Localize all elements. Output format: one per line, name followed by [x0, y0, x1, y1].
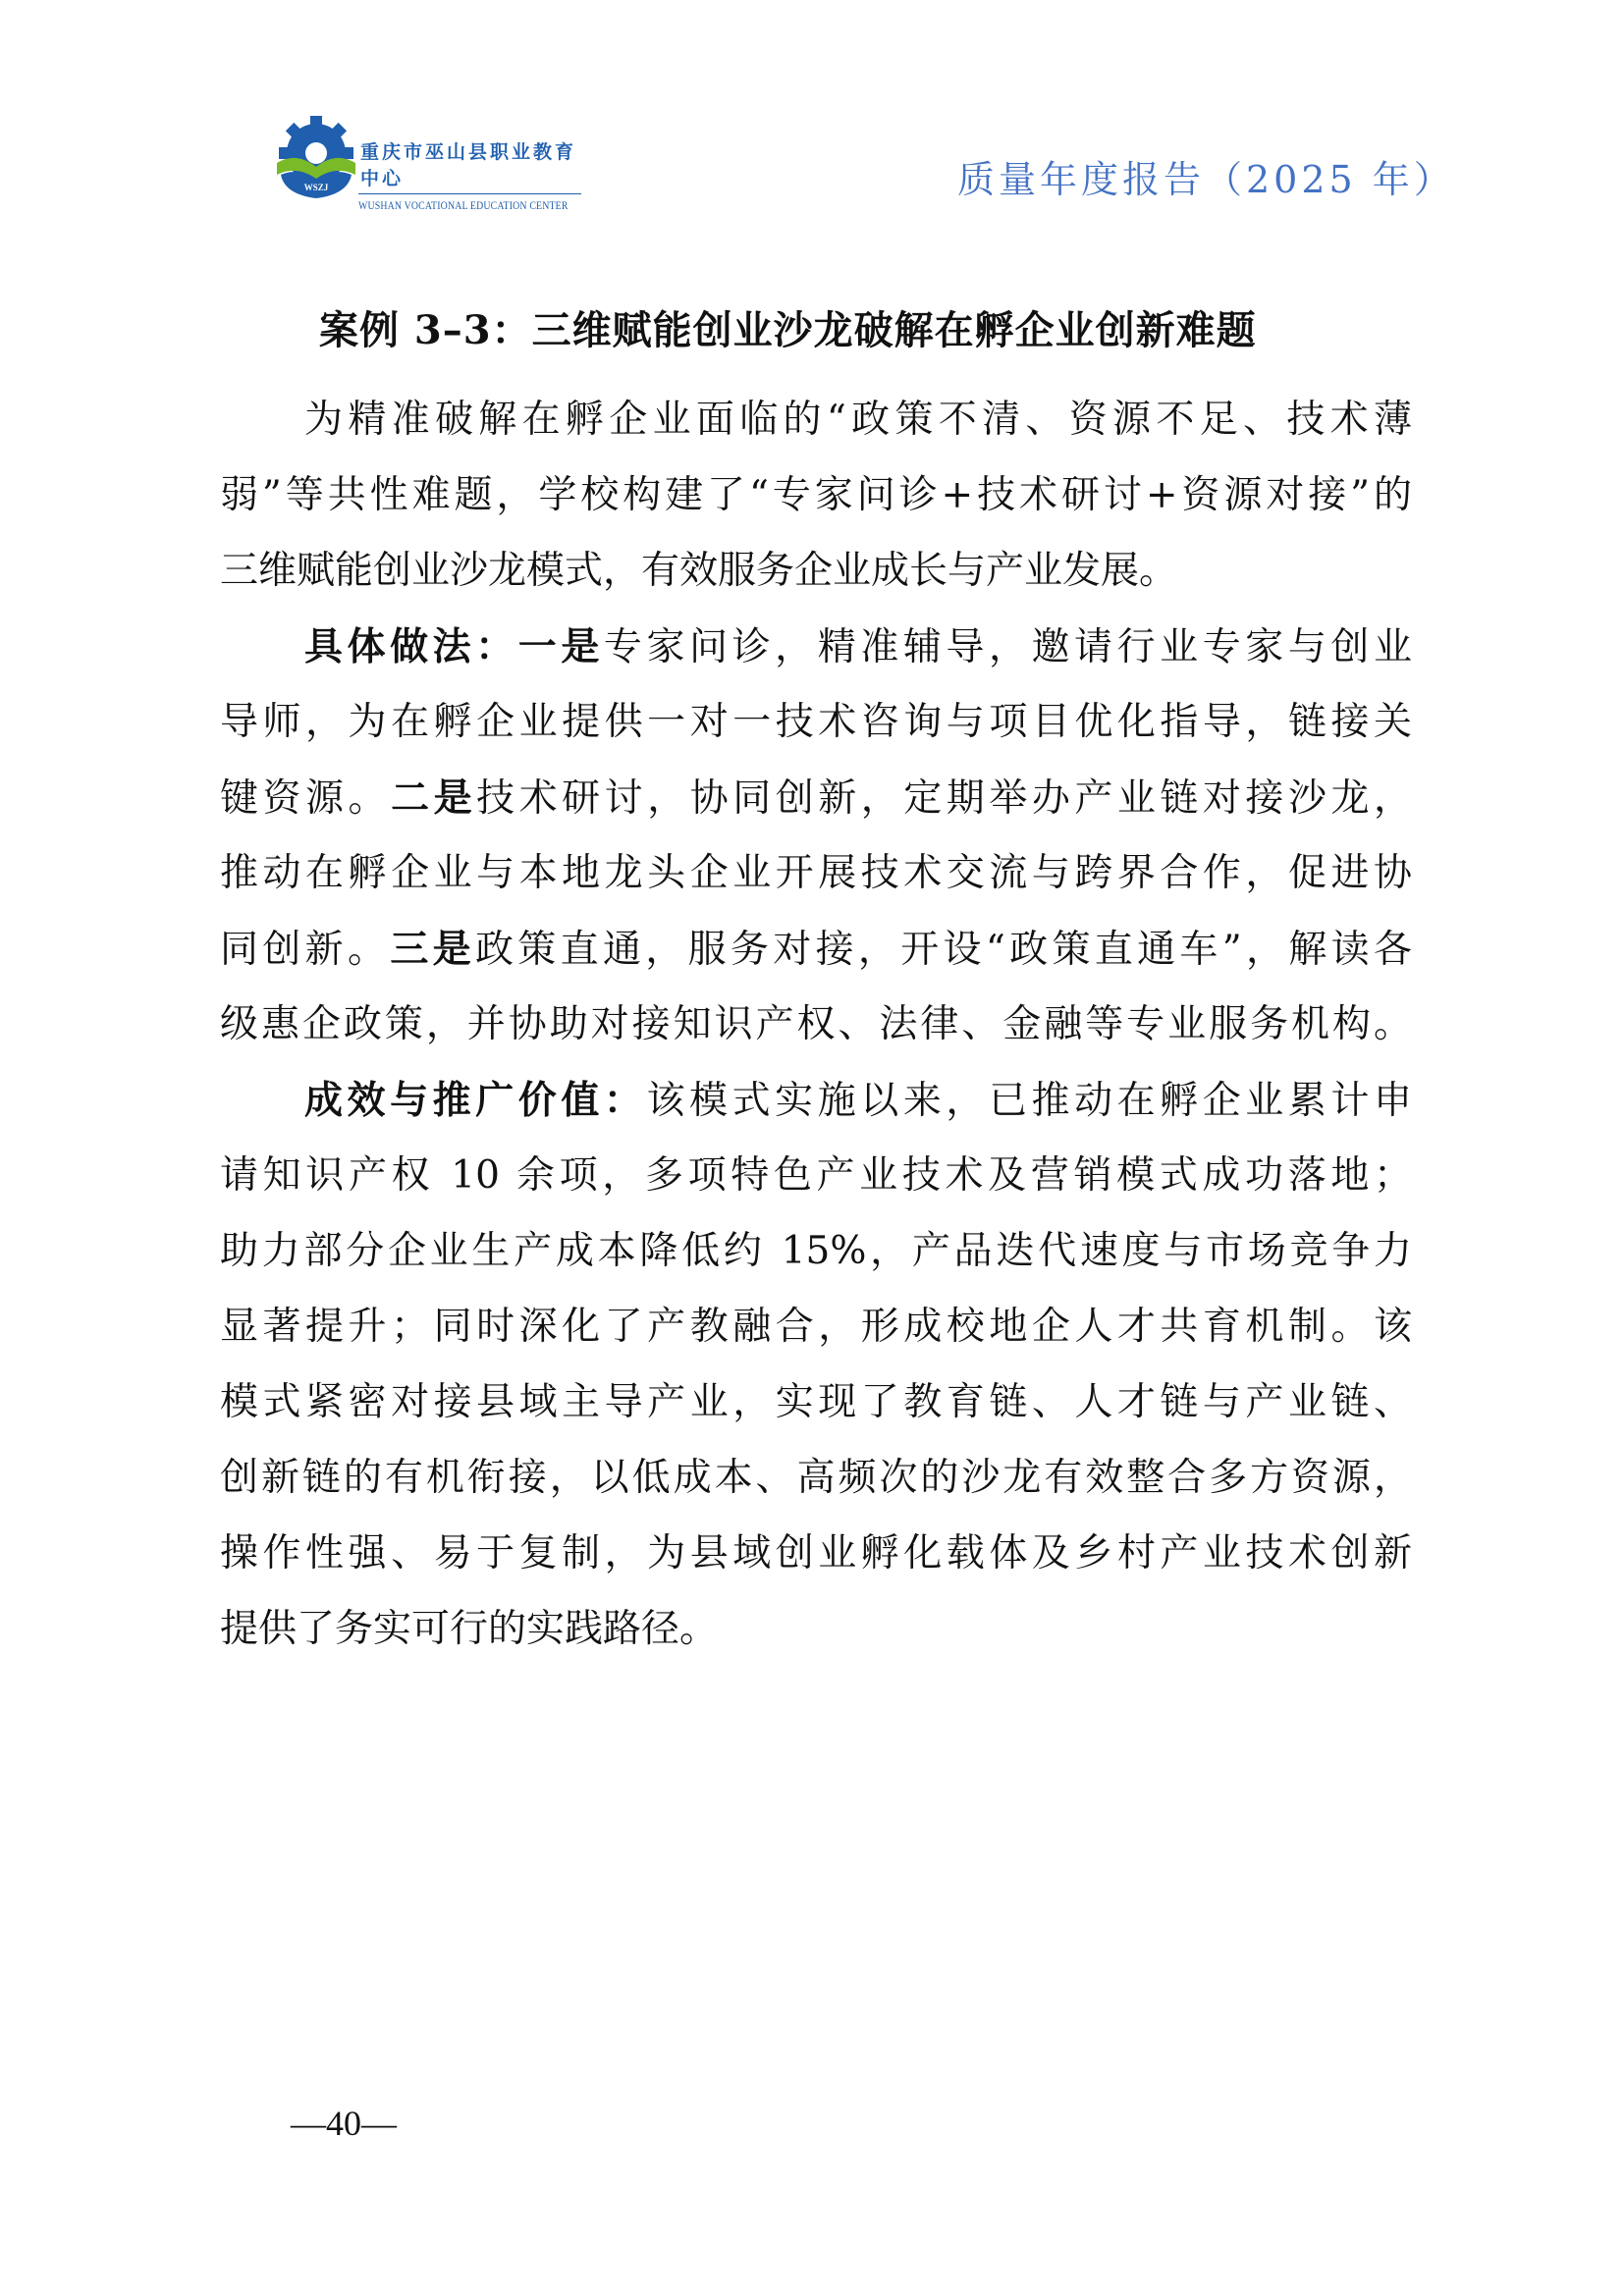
school-name-en: WUSHAN VOCATIONAL EDUCATION CENTER — [358, 198, 568, 212]
paragraph-line: 推动在孵企业与本地龙头企业开展技术交流与跨界合作，促进协 — [220, 851, 1412, 895]
case-body — [220, 391, 1412, 1676]
paragraph-line: 弱”等共性难题，学校构建了“专家问诊+技术研讨+资源对接”的 — [220, 473, 1412, 517]
point-text: 技术研讨，协同创新，定期举办产业链对接沙龙， — [476, 776, 1412, 821]
point-label: 三是 — [390, 927, 475, 972]
paragraph-line: 助力部分企业生产成本降低约 15%，产品迭代速度与市场竞争力 — [220, 1229, 1412, 1273]
paragraph-line — [220, 769, 1412, 844]
paragraph-line: 显著提升；同时深化了产教融合，形成校地企人才共育机制。该 — [220, 1305, 1412, 1349]
point-text: 专家问诊，精准辅导，邀请行业专家与创业 — [603, 625, 1412, 669]
svg-text:WSZJ: WSZJ — [303, 183, 329, 192]
paragraph-line: 请知识产权 10 余项，多项特色产业技术及营销模式成功落地； — [220, 1153, 1412, 1198]
paragraph-line: 模式紧密对接县域主导产业，实现了教育链、人才链与产业链、 — [220, 1380, 1412, 1424]
point-label: 二是 — [391, 775, 477, 821]
case-title: 案例 3–3：三维赋能创业沙龙破解在孵企业创新难题 — [319, 307, 1257, 353]
school-name-cn: 重庆市巫山县职业教育中心 — [358, 137, 581, 194]
paragraph-line: 操作性强、易于复制，为县域创业孵化载体及乡村产业技术创新 — [220, 1531, 1412, 1575]
paragraph-line — [220, 920, 1412, 995]
paragraph-line: 级惠企政策，并协助对接知识产权、法律、金融等专业服务机构。 — [220, 1002, 1412, 1046]
paragraph-line: 提供了务实可行的实践路径。 — [220, 1607, 719, 1651]
page-header — [0, 0, 1624, 216]
paragraph-line: 三维赋能创业沙龙模式，有效服务企业成长与产业发展。 — [220, 549, 1178, 593]
paragraph-line: 创新链的有机衔接，以低成本、高频次的沙龙有效整合多方资源， — [220, 1456, 1412, 1500]
paragraph-text: 该模式实施以来，已推动在孵企业累计申 — [646, 1079, 1412, 1123]
school-name — [358, 137, 614, 213]
school-logo-icon — [273, 116, 359, 200]
page-number: —40— — [291, 2104, 397, 2143]
point-text: 键资源。 — [220, 776, 392, 821]
paragraph-line: 导师，为在孵企业提供一对一技术咨询与项目优化指导，链接关 — [220, 700, 1412, 744]
paragraph-line — [220, 617, 1412, 693]
section-lead: 成效与推广价值： — [304, 1078, 647, 1123]
paragraph-line — [220, 1071, 1412, 1147]
point-text: 同创新。 — [220, 928, 391, 972]
report-title: 质量年度报告（2025 年） — [957, 158, 1455, 201]
point-text: 政策直通，服务对接，开设“政策直通车”，解读各 — [474, 928, 1412, 972]
section-lead: 具体做法： — [304, 624, 518, 669]
paragraph-line: 为精准破解在孵企业面临的“政策不清、资源不足、技术薄 — [304, 398, 1412, 442]
point-label: 一是 — [517, 624, 604, 669]
